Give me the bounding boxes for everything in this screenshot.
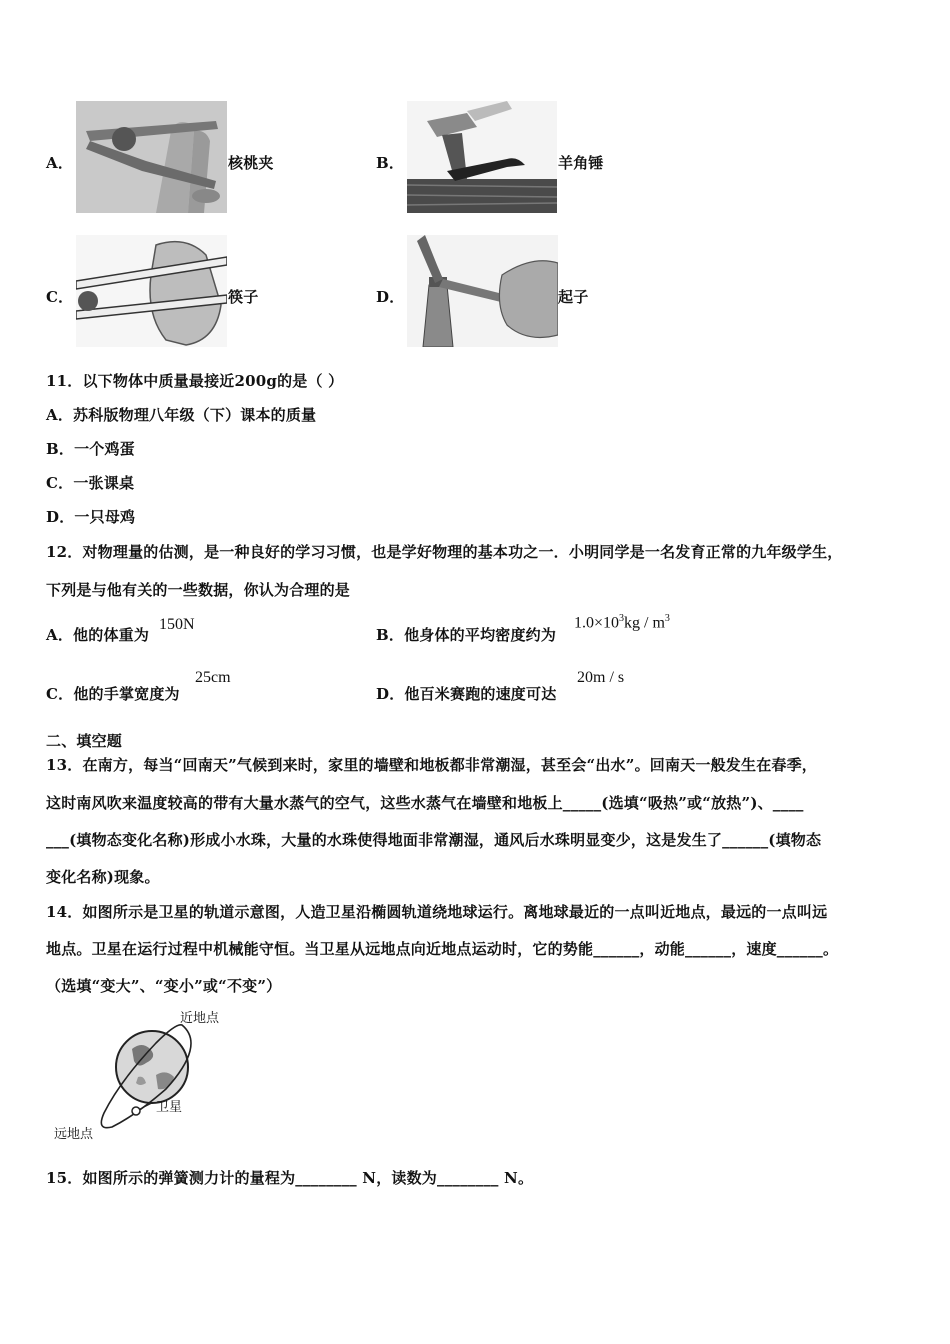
- q11-option-c: C．一张课桌: [46, 474, 135, 492]
- q12-stem-line1: 12．对物理量的估测，是一种良好的学习习惯，也是学好物理的基本功之一．小明同学是一名发育正常的九年级学生，: [46, 543, 843, 561]
- q13-line3: ___(填物态变化名称)形成小水珠，大量的水珠使得地面非常潮湿，通风后水珠明显变少，这是发生了______(填物态: [46, 831, 822, 849]
- q12-option-d-value: 20m / s: [577, 669, 625, 686]
- q14-line1: 14．如图所示是卫星的轨道示意图，人造卫星沿椭圆轨道绕地球运行。离地球最近的一点叫近地点，最远的一点叫远: [46, 903, 828, 921]
- chopsticks-photo-icon: [76, 235, 227, 347]
- q11-option-b: B．一个鸡蛋: [46, 440, 135, 458]
- q11-option-a: A．苏科版物理八年级（下）课本的质量: [46, 406, 317, 424]
- nutcracker-photo-icon: [76, 101, 227, 213]
- q12-option-a: A．他的体重为: [46, 626, 150, 644]
- q14-line3: （选填“变大”、“变小”或“不变”）: [46, 977, 282, 995]
- apogee-label: 远地点: [54, 1127, 94, 1142]
- option-b-label: 羊角锤: [558, 154, 604, 172]
- perigee-label: 近地点: [180, 1011, 220, 1026]
- bottle-opener-photo-icon: [407, 235, 558, 347]
- option-d-label: 起子: [558, 288, 589, 306]
- q12-option-b: B．他身体的平均密度约为: [376, 626, 557, 644]
- option-a-letter: A．: [46, 154, 74, 172]
- q11-stem: 11．以下物体中质量最接近200g的是（ ）: [46, 372, 344, 390]
- satellite-orbit-figure: [46, 1005, 246, 1145]
- q13-line2: 这时南风吹来温度较高的带有大量水蒸气的空气，这些水蒸气在墙壁和地板上_____(选填“吸热”或“放热”)、____: [46, 794, 804, 812]
- option-c-letter: C．: [46, 288, 74, 306]
- q12-option-d: D．他百米赛跑的速度可达: [376, 685, 557, 703]
- q12-stem-line2: 下列是与他有关的一些数据，你认为合理的是: [46, 581, 351, 599]
- claw-hammer-photo-icon: [407, 101, 557, 213]
- option-d-letter: D．: [376, 288, 405, 306]
- q13-line1: 13．在南方，每当“回南天”气候到来时，家里的墙壁和地板都非常潮湿，甚至会“出水”。回南天一般发生在春季，: [46, 756, 817, 774]
- q12-option-a-value: 150N: [159, 616, 195, 633]
- q13-line4: 变化名称)现象。: [46, 868, 160, 886]
- q15-line1: 15．如图所示的弹簧测力计的量程为________ N，读数为________ N。: [46, 1169, 534, 1187]
- option-a-label: 核桃夹: [228, 154, 274, 172]
- earth-icon: [116, 1031, 188, 1103]
- section-title: 二、填空题: [46, 732, 123, 750]
- option-c-label: 筷子: [228, 288, 259, 306]
- q11-option-d: D．一只母鸡: [46, 508, 136, 526]
- q14-line2: 地点。卫星在运行过程中机械能守恒。当卫星从远地点向近地点运动时，它的势能______，动能______，速度______。: [46, 940, 839, 958]
- q12-option-b-value: $1.0\times 10^3kg / m^3$: [574, 613, 670, 632]
- q12-option-c: C．他的手掌宽度为: [46, 685, 180, 703]
- q12-option-c-value: 25cm: [195, 669, 231, 686]
- option-b-letter: B．: [376, 154, 405, 172]
- satellite-label: 卫星: [156, 1100, 183, 1115]
